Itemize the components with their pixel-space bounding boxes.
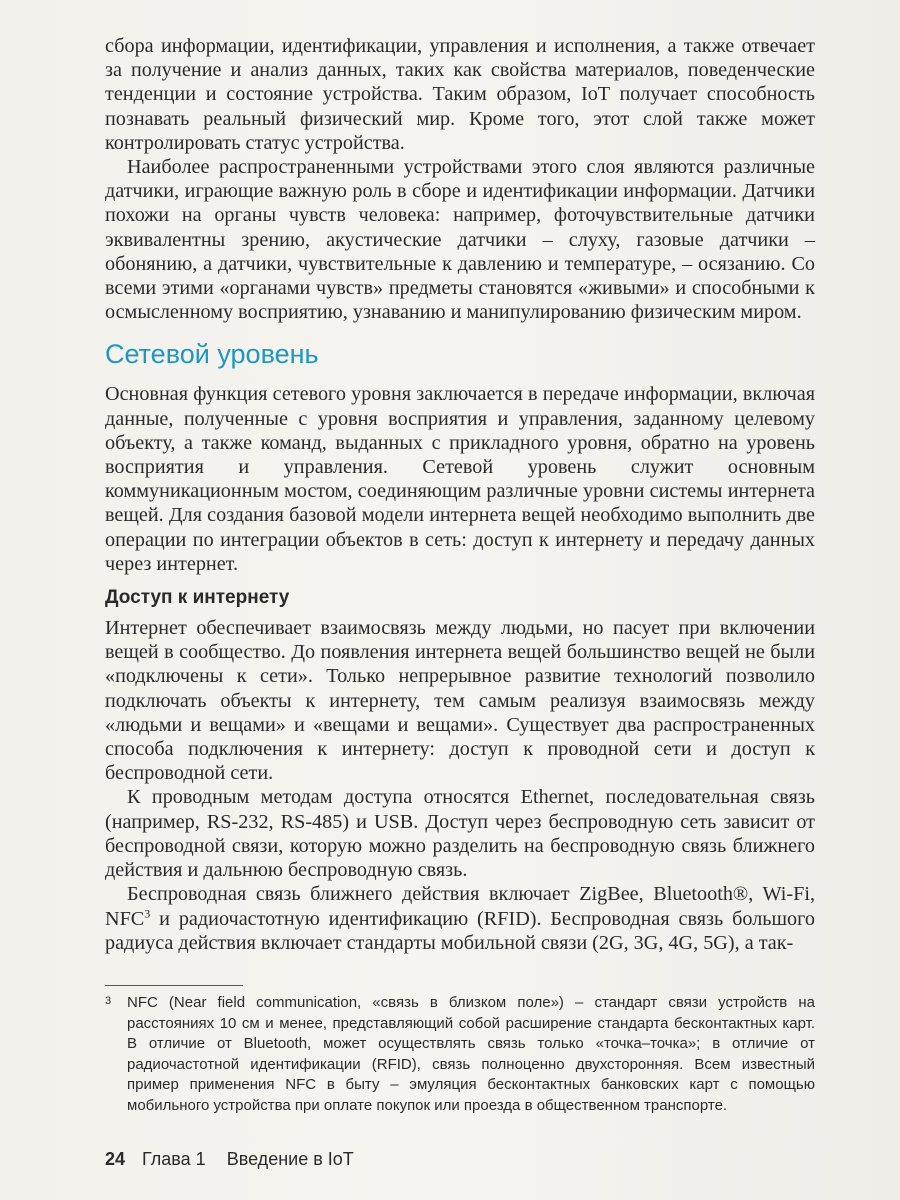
main-text-column [105, 34, 815, 955]
paragraph-network-layer: Основная функция сетевого уровня заключается в передаче информации, включая данные, полученные с уровня восприятия и управления, заданному целевому объекту, а также команд, выданных с прикладного уровня, обратно на уровень восприятия и управления. Сетевой уровень служит основным коммуникационным мостом, соединяющим различные уровни системы интернета вещей. Для создания базовой модели интернета вещей необходимо выполнить две операции по интеграции объектов в сеть: доступ к интернету и передачу данных через интернет. [105, 383, 815, 575]
footnote-separator [105, 985, 243, 986]
chapter-title: Введение в IoT [226, 1149, 354, 1169]
subsection-heading: Доступ к интернету [105, 587, 290, 609]
wireless-text-end: и радиочастотную идентификацию (RFID). Беспроводная связь большого радиуса действия включает стандарты мобильной связи (2G, 3G, 4G, 5G), а так- [105, 907, 815, 954]
chapter-label: Глава 1 [142, 1149, 206, 1169]
paragraph-wireless-access [105, 882, 815, 955]
paragraph-wired-access: К проводным методам доступа относятся Ethernet, последовательная связь (например, RS-232, RS-485) и USB. Доступ через беспроводную сеть зависит от беспроводной связи, которую можно разделить на беспроводную связь ближнего действия и дальнюю беспроводную связь. [105, 786, 815, 882]
footnote [105, 993, 815, 1116]
page-footer [105, 1148, 354, 1170]
footnote-number: 3 [105, 995, 112, 1007]
page-number: 24 [105, 1149, 126, 1169]
section-heading: Сетевой уровень [105, 339, 319, 370]
footnote-reference[interactable]: 3 [144, 905, 151, 920]
paragraph-continuation: сбора информации, идентификации, управления и исполнения, а также отвечает за получение и анализ данных, таких как свойства материалов, поведенческие тенденции и состояние устройства. Таким образом, IoT получает способность познавать реальный физический мир. Кроме того, этот слой также может контролировать статус устройства. [105, 35, 815, 154]
paragraph-sensors: Наиболее распространенными устройствами этого слоя являются различные датчики, играющие важную роль в сборе и идентификации информации. Датчики похожи на органы чувств человека: например, фоточувствительные датчики эквивалентны зрению, акустические датчики – слуху, газовые датчики – обонянию, а датчики, чувствительные к давлению и температуре, – осязанию. Со всеми этими «органами чувств» предметы становятся «живыми» и способными к осмысленному восприятию, узнаванию и манипулированию физическим миром. [105, 156, 815, 324]
footnote-text: NFC (Near field communication, «связь в близком поле») – стандарт связи устройств на расстояниях 10 см и менее, представляющий собой расширение стандарта бесконтактных карт. В отличие от Bluetooth, может осуществлять связь только «точка–точка»; в отличие от радиочастотной идентификации (RFID), связь полноценно двухсторонняя. Всем известный пример применения NFC в быту – эмуляция бесконтактных банковских карт с помощью мобильного устройства при оплате покупок или проезда в общественном транспорте. [127, 994, 815, 1114]
wireless-text-start: Беспроводная связь ближнего действия включает ZigBee, Bluetooth®, Wi-Fi, NFC [105, 883, 815, 930]
paragraph-internet-access: Интернет обеспечивает взаимосвязь между людьми, но пасует при включении вещей в сообщество. До появления интернета вещей большинство вещей не были «подключены к сети». Только непрерывное развитие технологий позволило подключать объекты к интернету, тем самым реализуя взаимосвязь между «людьми и вещами» и «вещами и вещами». Существует два распространенных способа подключения к интернету: доступ к проводной сети и доступ к беспроводной сети. [105, 617, 815, 785]
